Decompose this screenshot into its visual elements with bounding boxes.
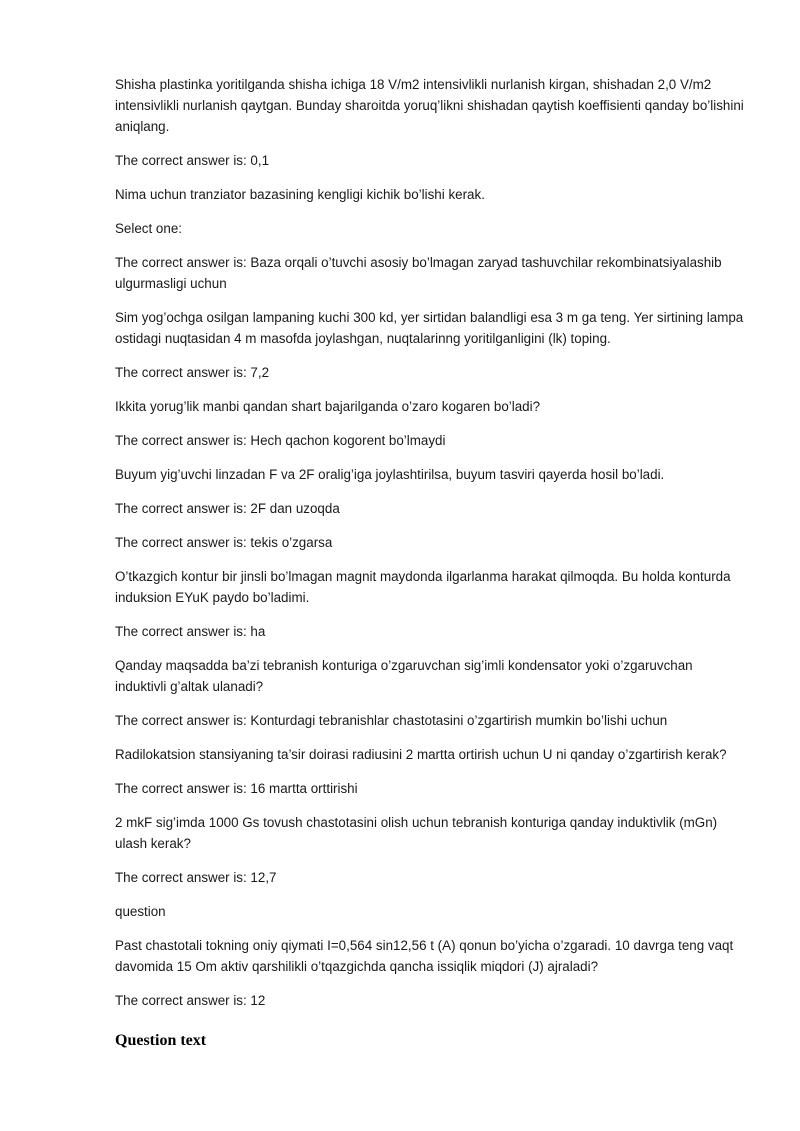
question-paragraph: 2 mkF sig’imda 1000 Gs tovush chastotasini olish uchun tebranish konturiga qanday induktivlik (mGn) ulash kerak? <box>115 815 718 851</box>
question-paragraph: Sim yog’ochga osilgan lampaning kuchi 300 kd, yer sirtidan balandligi esa 3 m ga teng. Yer sirtining lampa ostidagi nuqtasidan 4 m masofda joylashgan, nuqtalarinng yoritilganligini (lk) toping. <box>115 310 744 346</box>
document-page <box>115 74 745 1052</box>
question-paragraph: O’tkazgich kontur bir jinsli bo’lmagan magnit maydonda ilgarlanma harakat qilmoqda. Bu holda konturda induksion EYuK paydo bo’ladimi. <box>115 569 731 605</box>
question-paragraph: Nima uchun tranziator bazasining kengligi kichik bo’lishi kerak. <box>115 187 485 202</box>
select-one-label: Select one: <box>115 221 182 236</box>
answer-paragraph: The correct answer is: tekis o’zgarsa <box>115 535 333 550</box>
question-paragraph: Radilokatsion stansiyaning ta’sir doirasi radiusini 2 martta ortirish uchun U ni qanday o’zgartirish kerak? <box>115 747 727 762</box>
question-paragraph: Past chastotali tokning oniy qiymati I=0,564 sin12,56 t (A) qonun bo’yicha o’zgaradi. 10 davrga teng vaqt davomida 15 Om aktiv qarshilikli o’tqazgichda qancha issiqlik miqdori (J) ajraladi? <box>115 938 734 974</box>
answer-paragraph: The correct answer is: Baza orqali o’tuvchi asosiy bo’lmagan zaryad tashuvchilar rekombinatsiyalashib ulgurmasligi uchun <box>115 255 722 291</box>
answer-paragraph: The correct answer is: Hech qachon kogorent bo’lmaydi <box>115 433 446 448</box>
answer-paragraph: The correct answer is: ha <box>115 624 266 639</box>
answer-paragraph: The correct answer is: 16 martta orttirishi <box>115 781 358 796</box>
answer-paragraph: The correct answer is: 12,7 <box>115 870 277 885</box>
answer-paragraph: The correct answer is: 2F dan uzoqda <box>115 501 340 516</box>
answer-paragraph: The correct answer is: 12 <box>115 993 266 1008</box>
answer-paragraph: The correct answer is: 7,2 <box>115 365 270 380</box>
question-label: question <box>115 904 166 919</box>
question-paragraph: Shisha plastinka yoritilganda shisha ichiga 18 V/m2 intensivlikli nurlanish kirgan, shishadan 2,0 V/m2 intensivlikli nurlanish qaytgan. Bunday sharoitda yoruq’likni shishadan qaytish koeffisienti qanday bo’lishini aniqlang. <box>115 77 744 134</box>
question-paragraph: Qanday maqsadda ba’zi tebranish konturiga o’zgaruvchan sig’imli kondensator yoki o’zgaruvchan induktivli g’altak ulanadi? <box>115 658 693 694</box>
question-paragraph: Buyum yig’uvchi linzadan F va 2F oralig’iga joylashtirilsa, buyum tasviri qayerda hosil bo’ladi. <box>115 467 665 482</box>
question-paragraph: Ikkita yorug’lik manbi qandan shart bajarilganda o’zaro kogaren bo’ladi? <box>115 399 541 414</box>
answer-paragraph: The correct answer is: 0,1 <box>115 153 270 168</box>
answer-paragraph: The correct answer is: Konturdagi tebranishlar chastotasini o’zgartirish mumkin bo’lishi uchun <box>115 713 668 728</box>
question-text-heading: Question text <box>115 1032 207 1049</box>
